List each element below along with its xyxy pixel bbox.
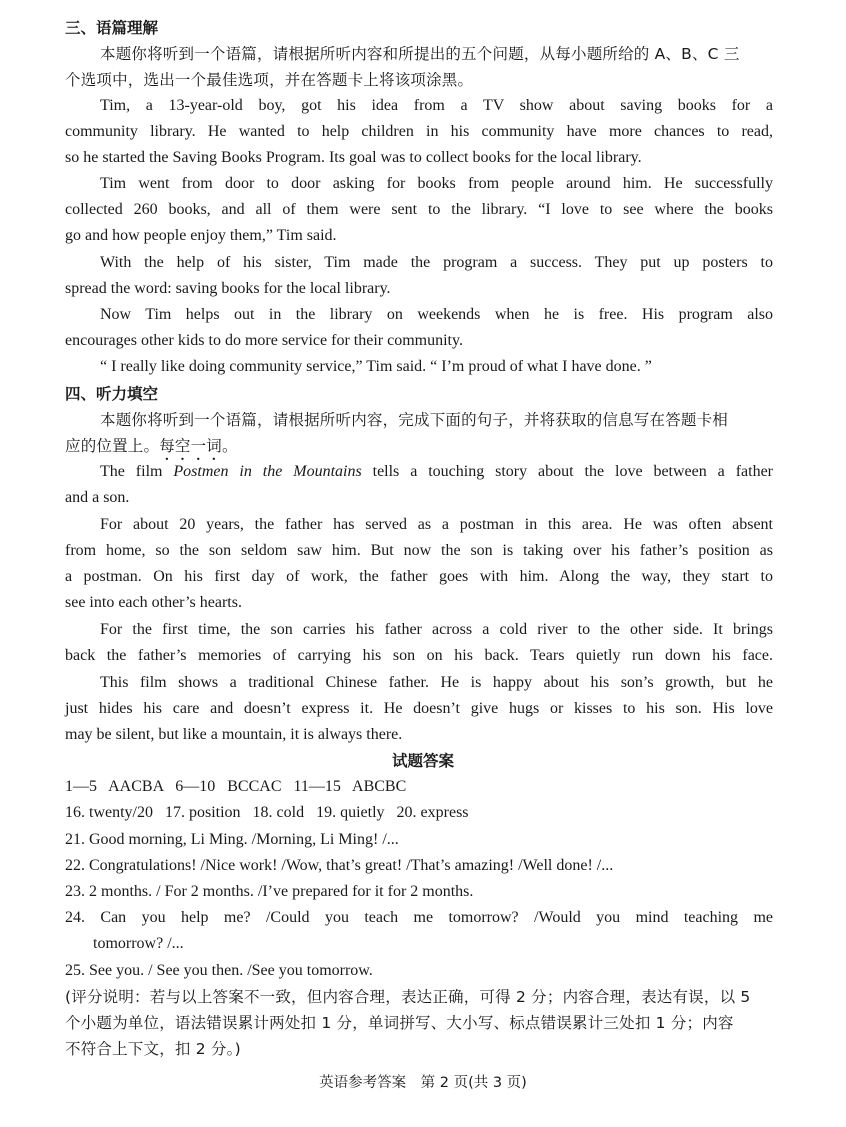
film-line-end: tells a touching story about the love between a father: [361, 463, 774, 480]
film-title: Postmen in the Mountains: [173, 463, 362, 480]
passage1-line: Tim went from door to door asking for books from people around him. He successfully: [100, 175, 773, 192]
section3-instruction-line1: 本题你将听到一个语篇，请根据所听内容和所提出的五个问题，从每小题所给的 A、B、C 三: [100, 45, 740, 63]
passage1-line: Tim, a 13-year-old boy, got his idea from a TV show about saving books for a: [100, 97, 773, 114]
passage1-line: “ I really like doing community service,” Tim said. “ I’m proud of what I have done. ”: [100, 358, 652, 375]
film-line-start: The film: [100, 463, 174, 480]
passage2-line: may be silent, but like a mountain, it is always there.: [65, 726, 403, 743]
answer-line: 24. Can you help me? /Could you teach me tomorrow? /Would you mind teaching me: [65, 909, 773, 926]
passage2-line: just hides his care and doesn’t express it. He doesn’t give hugs or kisses to his son. His love: [65, 700, 773, 717]
emphasized-instruction: 每空一词: [159, 437, 223, 455]
section4-heading: 四、听力填空: [65, 385, 159, 403]
section4-instruction-end: 。: [222, 437, 238, 455]
answer-line: 1—5 AACBA 6—10 BCCAC 11—15 ABCBC: [65, 778, 407, 795]
scoring-note-line1: (评分说明：若与以上答案不一致，但内容合理，表达正确，可得 2 分；内容合理，表达有误，以 5: [65, 988, 751, 1006]
passage1-line: go and how people enjoy them,” Tim said.: [65, 227, 337, 244]
passage1-line: collected 260 books, and all of them were sent to the library. “I love to see where the books: [65, 201, 773, 218]
section4-instruction-line1: 本题你将听到一个语篇，请根据所听内容，完成下面的句子，并将获取的信息写在答题卡相: [100, 411, 729, 429]
passage2-line: back the father’s memories of carrying his son on his back. Tears quietly run down his face.: [65, 647, 773, 664]
answer-line: 22. Congratulations! /Nice work! /Wow, that’s great! /That’s amazing! /Well done! /...: [65, 857, 614, 874]
section4-instruction-line2: [65, 435, 773, 464]
passage2-line: [100, 461, 773, 483]
passage1-line: community library. He wanted to help children in his community have more chances to read,: [65, 123, 773, 140]
passage1-line: spread the word: saving books for the local library.: [65, 280, 391, 297]
passage2-line: and a son.: [65, 489, 130, 506]
passage1-line: Now Tim helps out in the library on weekends when he is free. His program also: [100, 306, 773, 323]
section3-heading: 三、语篇理解: [65, 19, 159, 37]
answer-line: 21. Good morning, Li Ming. /Morning, Li Ming! /...: [65, 831, 399, 848]
answer-line: 16. twenty/20 17. position 18. cold 19. quietly 20. express: [65, 804, 469, 821]
passage1-line: encourages other kids to do more service for their community.: [65, 332, 463, 349]
answer-line: 25. See you. / See you then. /See you tomorrow.: [65, 962, 373, 979]
page-footer: 英语参考答案 第 2 页(共 3 页): [319, 1075, 527, 1091]
passage2-line: For about 20 years, the father has served as a postman in this area. He was often absent: [100, 516, 773, 533]
passage2-line: from home, so the son seldom saw him. But now the son is taking over his father’s position as: [65, 542, 773, 559]
answer-line: tomorrow? /...: [93, 935, 184, 952]
passage1-line: With the help of his sister, Tim made the program a success. They put up posters to: [100, 254, 773, 271]
passage2-line: For the first time, the son carries his father across a cold river to the other side. It brings: [100, 621, 773, 638]
answer-line: 23. 2 months. / For 2 months. /I’ve prepared for it for 2 months.: [65, 883, 474, 900]
section4-instruction-text: 应的位置上。: [65, 437, 160, 455]
answers-heading: 试题答案: [391, 752, 454, 770]
passage2-line: a postman. On his first day of work, the father goes with him. Along the way, they start to: [65, 568, 773, 585]
passage2-line: This film shows a traditional Chinese father. He is happy about his son’s growth, but he: [100, 674, 773, 691]
scoring-note-line3: 不符合上下文，扣 2 分。): [65, 1040, 241, 1058]
passage2-line: see into each other’s hearts.: [65, 594, 242, 611]
section3-instruction-line2: 个选项中，选出一个最佳选项，并在答题卡上将该项涂黑。: [65, 71, 474, 89]
passage1-line: so he started the Saving Books Program. Its goal was to collect books for the local library.: [65, 149, 642, 166]
scoring-note-line2: 个小题为单位，语法错误累计两处扣 1 分，单词拼写、大小写、标点错误累计三处扣 1 分；内容: [65, 1014, 734, 1032]
